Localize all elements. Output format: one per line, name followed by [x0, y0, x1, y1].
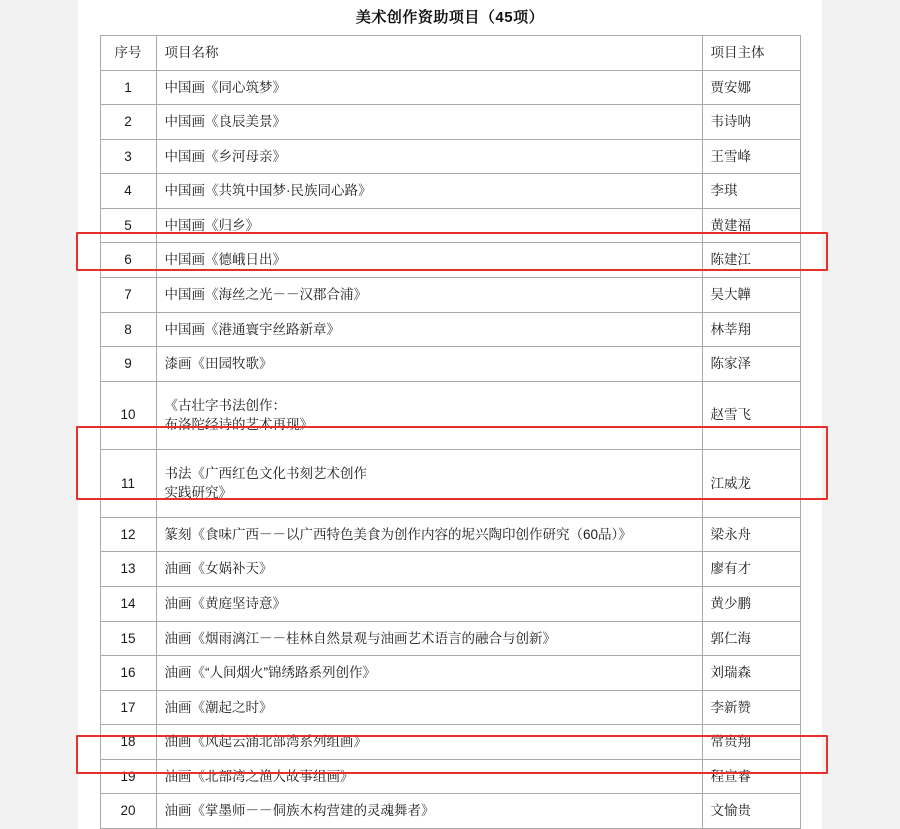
cell-project-name: [156, 690, 702, 725]
table-row: [100, 621, 800, 656]
project-name-line: 中国画《港通寰宇丝路新章》: [164, 321, 340, 337]
cell-project-name: [156, 381, 702, 449]
table-row: [100, 174, 800, 209]
project-name-line: 油画《烟雨漓江－－桂林自然景观与油画艺术语言的融合与创新》: [164, 630, 556, 646]
table-row: [100, 517, 800, 552]
table-row: [100, 656, 800, 691]
cell-project-name: [156, 277, 702, 312]
cell-project-name: [156, 656, 702, 691]
cell-index: 11: [100, 449, 156, 517]
cell-project-name: [156, 725, 702, 760]
cell-index: 9: [100, 347, 156, 382]
cell-index: 10: [100, 381, 156, 449]
table-row: [100, 725, 800, 760]
column-header-project-name: 项目名称: [156, 36, 702, 71]
cell-project-owner: 韦诗呐: [702, 105, 800, 140]
table-row: [100, 552, 800, 587]
cell-index: 7: [100, 277, 156, 312]
table-header-row: [100, 36, 800, 71]
project-name-line: 油画《潮起之时》: [164, 699, 273, 715]
table-row: [100, 794, 800, 829]
project-name-line: 中国画《德峨日出》: [164, 252, 286, 268]
cell-project-name: [156, 587, 702, 622]
page-right-margin: [822, 0, 900, 804]
cell-index: 4: [100, 174, 156, 209]
cell-index: 20: [100, 794, 156, 829]
cell-project-owner: 梁永舟: [702, 517, 800, 552]
document-page: [78, 0, 822, 829]
cell-index: 12: [100, 517, 156, 552]
column-header-index: 序号: [100, 36, 156, 71]
project-funding-table: [100, 35, 801, 829]
project-name-line: 油画《黄庭坚诗意》: [164, 596, 286, 611]
table-row: [100, 70, 800, 105]
cell-project-name: [156, 312, 702, 347]
cell-project-owner: 郭仁海: [702, 621, 800, 656]
cell-project-owner: 赵雪飞: [702, 381, 800, 449]
project-name-line: 书法《广西红色文化书刻艺术创作: [164, 465, 367, 481]
cell-project-owner: 文愉贵: [702, 794, 800, 829]
table-header: [100, 36, 800, 71]
project-name-line: 中国画《良辰美景》: [164, 114, 286, 130]
cell-project-owner: 吴大韡: [702, 277, 800, 312]
cell-index: 16: [100, 656, 156, 691]
project-name-line: 漆画《田园牧歌》: [164, 356, 273, 372]
project-name-line: 油画《女娲补天》: [164, 561, 273, 577]
cell-index: 8: [100, 312, 156, 347]
cell-index: 1: [100, 70, 156, 105]
table-row: [100, 690, 800, 725]
project-name-line: 油画《掌墨师－－侗族木构营建的灵魂舞者》: [164, 803, 435, 819]
cell-project-owner: 江威龙: [702, 449, 800, 517]
cell-project-owner: 李琪: [702, 174, 800, 209]
cell-project-owner: 廖有才: [702, 552, 800, 587]
cell-index: 5: [100, 208, 156, 243]
table-row-highlighted: [100, 243, 800, 278]
table-row: [100, 277, 800, 312]
cell-project-owner: 常贵翔: [702, 725, 800, 760]
cell-project-owner: 王雪峰: [702, 139, 800, 174]
cell-index: 2: [100, 105, 156, 140]
cell-index: 15: [100, 621, 156, 656]
project-name-line: 《古壮字书法创作：: [164, 397, 286, 413]
project-name-line: 油画《北部湾之渔人故事组画》: [164, 768, 354, 784]
cell-project-name: [156, 552, 702, 587]
project-name-line: 中国画《乡河母亲》: [164, 148, 286, 164]
project-name-line: 油画《风起云涌北部湾系列组画》: [164, 734, 367, 750]
table-row-highlighted: [100, 759, 800, 794]
project-name-line: 布洛陀经诗的艺术再现》: [164, 417, 313, 433]
cell-project-name: [156, 759, 702, 794]
table-row: [100, 208, 800, 243]
cell-project-name: [156, 347, 702, 382]
project-name-line: 中国画《海丝之光－－汉郡合浦》: [164, 286, 367, 302]
cell-project-name: [156, 449, 702, 517]
cell-project-owner: 程宣睿: [702, 759, 800, 794]
cell-project-name: [156, 517, 702, 552]
project-name-line: 中国画《共筑中国梦·民族同心路》: [164, 183, 372, 199]
cell-project-name: [156, 208, 702, 243]
project-name-line: 实践研究》: [164, 485, 232, 501]
cell-project-owner: 黄少鹏: [702, 587, 800, 622]
cell-project-owner: 李新赞: [702, 690, 800, 725]
page-left-margin: [0, 0, 78, 804]
table-row: [100, 347, 800, 382]
table-body: [100, 70, 800, 828]
cell-project-owner: 黄建福: [702, 208, 800, 243]
project-name-line: 油画《“人间烟火”锦绣路系列创作》: [164, 665, 376, 681]
cell-project-owner: 陈家泽: [702, 347, 800, 382]
cell-index: 3: [100, 139, 156, 174]
cell-project-name: [156, 70, 702, 105]
cell-project-name: [156, 794, 702, 829]
cell-project-name: [156, 105, 702, 140]
table-row-highlighted: [100, 449, 800, 517]
project-name-line: 中国画《同心筑梦》: [164, 79, 286, 95]
cell-project-name: [156, 139, 702, 174]
table-row: [100, 105, 800, 140]
cell-project-owner: 林莘翔: [702, 312, 800, 347]
cell-project-owner: 刘瑞森: [702, 656, 800, 691]
project-name-line: 中国画《归乡》: [164, 217, 259, 233]
cell-project-name: [156, 174, 702, 209]
cell-project-name: [156, 621, 702, 656]
cell-project-owner: 陈建江: [702, 243, 800, 278]
cell-index: 6: [100, 243, 156, 278]
cell-index: 19: [100, 759, 156, 794]
cell-project-name: [156, 243, 702, 278]
table-row: [100, 312, 800, 347]
page-title: 美术创作资助项目（45项）: [355, 9, 545, 26]
cell-index: 18: [100, 725, 156, 760]
table-row: [100, 381, 800, 449]
project-name-line: 篆刻《食味广西－－以广西特色美食为创作内容的坭兴陶印创作研究（60品）》: [164, 526, 632, 542]
cell-index: 17: [100, 690, 156, 725]
cell-index: 14: [100, 587, 156, 622]
cell-index: 13: [100, 552, 156, 587]
column-header-project-owner: 项目主体: [702, 36, 800, 71]
table-row: [100, 139, 800, 174]
cell-project-owner: 贾安娜: [702, 70, 800, 105]
table-row: [100, 587, 800, 622]
